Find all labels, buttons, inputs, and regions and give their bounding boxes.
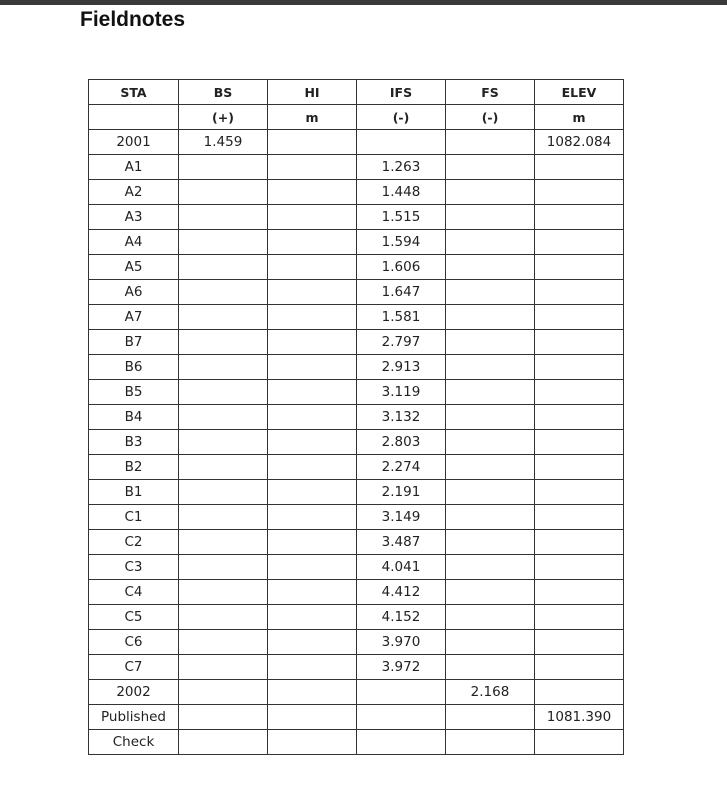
cell-hi <box>268 280 357 305</box>
cell-fs <box>446 605 535 630</box>
cell-hi <box>268 705 357 730</box>
cell-bs <box>179 155 268 180</box>
table-row <box>89 455 624 480</box>
table-row <box>89 430 624 455</box>
cell-elev <box>535 480 624 505</box>
cell-fs <box>446 430 535 455</box>
cell-fs <box>446 530 535 555</box>
cell-bs <box>179 230 268 255</box>
cell-hi <box>268 380 357 405</box>
cell-bs <box>179 255 268 280</box>
table-row <box>89 705 624 730</box>
cell-fs: 2.168 <box>446 680 535 705</box>
unit-ifs: (-) <box>357 105 446 130</box>
cell-elev <box>535 280 624 305</box>
cell-fs <box>446 730 535 755</box>
cell-hi <box>268 555 357 580</box>
cell-sta: C1 <box>89 505 179 530</box>
cell-ifs: 1.647 <box>357 280 446 305</box>
cell-sta: A1 <box>89 155 179 180</box>
cell-bs <box>179 505 268 530</box>
table-row <box>89 230 624 255</box>
cell-elev <box>535 505 624 530</box>
column-header-hi: HI <box>268 80 357 105</box>
column-header-ifs: IFS <box>357 80 446 105</box>
cell-fs <box>446 705 535 730</box>
cell-ifs: 2.797 <box>357 330 446 355</box>
fieldnotes-table <box>88 79 624 755</box>
cell-elev <box>535 155 624 180</box>
table-row <box>89 730 624 755</box>
cell-hi <box>268 180 357 205</box>
unit-elev: m <box>535 105 624 130</box>
cell-hi <box>268 605 357 630</box>
cell-sta: C6 <box>89 630 179 655</box>
cell-bs <box>179 405 268 430</box>
cell-fs <box>446 155 535 180</box>
cell-elev <box>535 680 624 705</box>
cell-ifs: 1.263 <box>357 155 446 180</box>
table-row <box>89 355 624 380</box>
cell-ifs <box>357 130 446 155</box>
cell-bs <box>179 680 268 705</box>
cell-hi <box>268 130 357 155</box>
cell-elev <box>535 405 624 430</box>
cell-elev <box>535 255 624 280</box>
cell-sta: C5 <box>89 605 179 630</box>
cell-hi <box>268 455 357 480</box>
table-row <box>89 255 624 280</box>
cell-fs <box>446 480 535 505</box>
cell-hi <box>268 355 357 380</box>
cell-elev <box>535 630 624 655</box>
table-row <box>89 305 624 330</box>
cell-bs <box>179 305 268 330</box>
cell-bs <box>179 630 268 655</box>
cell-elev <box>535 430 624 455</box>
cell-hi <box>268 530 357 555</box>
table-row <box>89 680 624 705</box>
cell-sta: B4 <box>89 405 179 430</box>
cell-ifs: 1.448 <box>357 180 446 205</box>
unit-hi: m <box>268 105 357 130</box>
cell-bs <box>179 655 268 680</box>
cell-fs <box>446 630 535 655</box>
cell-sta: C3 <box>89 555 179 580</box>
cell-hi <box>268 255 357 280</box>
table-row <box>89 280 624 305</box>
unit-sta <box>89 105 179 130</box>
cell-sta: B3 <box>89 430 179 455</box>
cell-elev <box>535 530 624 555</box>
cell-sta: A7 <box>89 305 179 330</box>
table-row <box>89 330 624 355</box>
table-row <box>89 480 624 505</box>
column-header-bs: BS <box>179 80 268 105</box>
cell-elev <box>535 730 624 755</box>
cell-ifs: 2.191 <box>357 480 446 505</box>
cell-hi <box>268 155 357 180</box>
cell-bs: 1.459 <box>179 130 268 155</box>
table-row <box>89 630 624 655</box>
table-row <box>89 155 624 180</box>
fieldnotes-body <box>89 130 624 755</box>
table-row <box>89 580 624 605</box>
table-row <box>89 555 624 580</box>
cell-hi <box>268 330 357 355</box>
cell-elev <box>535 380 624 405</box>
cell-fs <box>446 255 535 280</box>
table-row <box>89 530 624 555</box>
cell-hi <box>268 630 357 655</box>
cell-hi <box>268 480 357 505</box>
table-row <box>89 655 624 680</box>
cell-sta: C2 <box>89 530 179 555</box>
cell-bs <box>179 530 268 555</box>
cell-sta: B5 <box>89 380 179 405</box>
cell-sta: A3 <box>89 205 179 230</box>
table-row <box>89 130 624 155</box>
cell-sta: 2001 <box>89 130 179 155</box>
column-header-fs: FS <box>446 80 535 105</box>
cell-ifs <box>357 680 446 705</box>
cell-hi <box>268 305 357 330</box>
cell-hi <box>268 680 357 705</box>
table-row <box>89 205 624 230</box>
cell-hi <box>268 205 357 230</box>
cell-ifs: 1.515 <box>357 205 446 230</box>
cell-ifs: 3.149 <box>357 505 446 530</box>
column-header-sta: STA <box>89 80 179 105</box>
cell-ifs: 1.581 <box>357 305 446 330</box>
header-row <box>89 80 624 105</box>
cell-sta: 2002 <box>89 680 179 705</box>
cell-bs <box>179 330 268 355</box>
cell-fs <box>446 330 535 355</box>
cell-elev <box>535 555 624 580</box>
cell-bs <box>179 730 268 755</box>
cell-sta: A2 <box>89 180 179 205</box>
cell-elev <box>535 455 624 480</box>
cell-ifs: 2.913 <box>357 355 446 380</box>
cell-ifs: 3.970 <box>357 630 446 655</box>
cell-elev <box>535 230 624 255</box>
cell-fs <box>446 305 535 330</box>
cell-ifs: 4.152 <box>357 605 446 630</box>
cell-hi <box>268 730 357 755</box>
cell-bs <box>179 355 268 380</box>
page-title: Fieldnotes <box>80 8 186 31</box>
cell-fs <box>446 130 535 155</box>
cell-fs <box>446 405 535 430</box>
cell-sta: Published <box>89 705 179 730</box>
cell-fs <box>446 455 535 480</box>
units-row <box>89 105 624 130</box>
cell-bs <box>179 605 268 630</box>
cell-fs <box>446 230 535 255</box>
cell-fs <box>446 205 535 230</box>
cell-ifs: 1.594 <box>357 230 446 255</box>
cell-bs <box>179 205 268 230</box>
cell-elev <box>535 355 624 380</box>
cell-hi <box>268 230 357 255</box>
cell-hi <box>268 505 357 530</box>
cell-bs <box>179 380 268 405</box>
cell-fs <box>446 380 535 405</box>
cell-sta: C4 <box>89 580 179 605</box>
cell-bs <box>179 555 268 580</box>
cell-sta: B1 <box>89 480 179 505</box>
cell-ifs: 2.803 <box>357 430 446 455</box>
cell-bs <box>179 280 268 305</box>
cell-ifs <box>357 705 446 730</box>
table-row <box>89 180 624 205</box>
unit-bs: (+) <box>179 105 268 130</box>
unit-fs: (-) <box>446 105 535 130</box>
cell-elev <box>535 205 624 230</box>
cell-ifs: 3.487 <box>357 530 446 555</box>
cell-ifs: 1.606 <box>357 255 446 280</box>
cell-fs <box>446 280 535 305</box>
cell-sta: B6 <box>89 355 179 380</box>
cell-bs <box>179 430 268 455</box>
cell-fs <box>446 580 535 605</box>
cell-hi <box>268 405 357 430</box>
cell-ifs: 4.412 <box>357 580 446 605</box>
table-row <box>89 605 624 630</box>
column-header-elev: ELEV <box>535 80 624 105</box>
cell-sta: B2 <box>89 455 179 480</box>
cell-ifs: 3.132 <box>357 405 446 430</box>
cell-sta: B7 <box>89 330 179 355</box>
cell-elev <box>535 305 624 330</box>
cell-sta: A6 <box>89 280 179 305</box>
table-row <box>89 405 624 430</box>
cell-elev <box>535 655 624 680</box>
cell-fs <box>446 555 535 580</box>
cell-bs <box>179 580 268 605</box>
cell-ifs: 3.119 <box>357 380 446 405</box>
cell-elev <box>535 605 624 630</box>
cell-fs <box>446 505 535 530</box>
cell-fs <box>446 180 535 205</box>
cell-sta: A4 <box>89 230 179 255</box>
cell-bs <box>179 480 268 505</box>
cell-hi <box>268 580 357 605</box>
cell-sta: A5 <box>89 255 179 280</box>
cell-elev <box>535 330 624 355</box>
cell-ifs: 3.972 <box>357 655 446 680</box>
cell-fs <box>446 655 535 680</box>
cell-ifs: 4.041 <box>357 555 446 580</box>
cell-elev: 1082.084 <box>535 130 624 155</box>
cell-bs <box>179 180 268 205</box>
cell-sta: Check <box>89 730 179 755</box>
cell-bs <box>179 455 268 480</box>
cell-sta: C7 <box>89 655 179 680</box>
cell-ifs <box>357 730 446 755</box>
cell-ifs: 2.274 <box>357 455 446 480</box>
cell-hi <box>268 655 357 680</box>
table-row <box>89 380 624 405</box>
cell-bs <box>179 705 268 730</box>
cell-elev <box>535 580 624 605</box>
cell-hi <box>268 430 357 455</box>
cell-fs <box>446 355 535 380</box>
cell-elev <box>535 180 624 205</box>
table-row <box>89 505 624 530</box>
cell-elev: 1081.390 <box>535 705 624 730</box>
